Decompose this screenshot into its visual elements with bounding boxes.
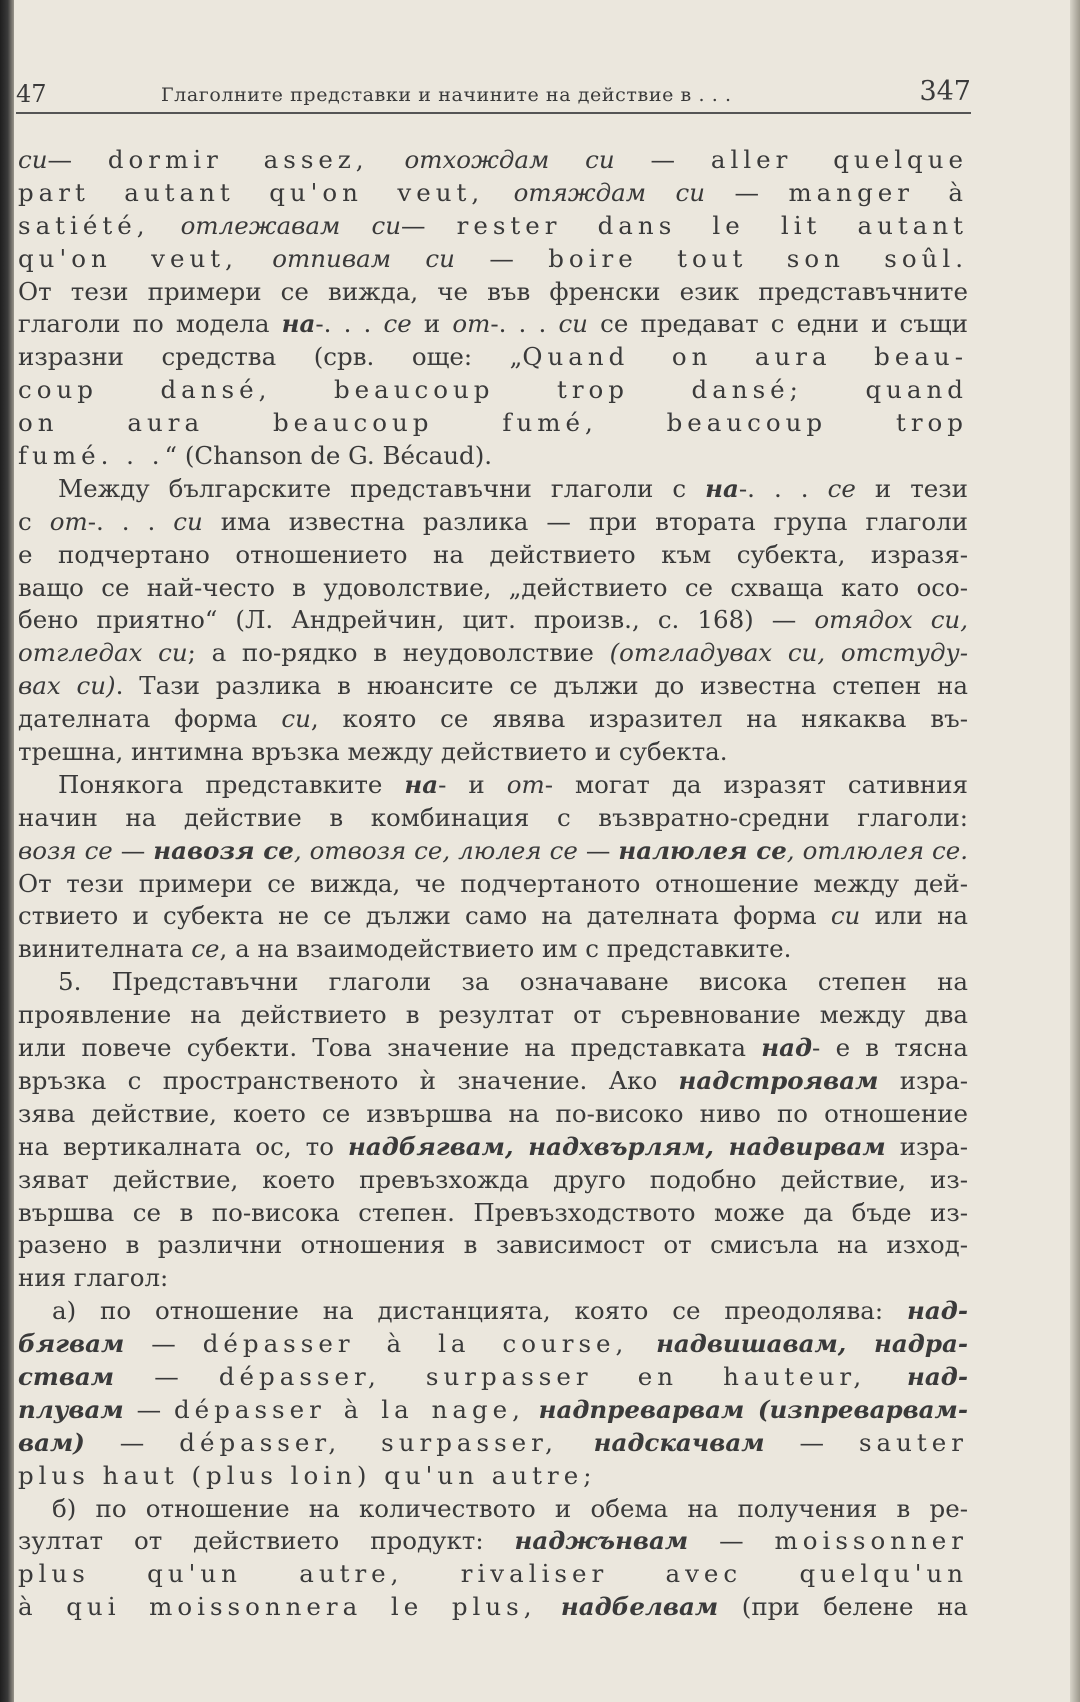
text-segment: вам): [18, 1427, 85, 1457]
text-line: [18, 1065, 968, 1098]
text-segment: изра-: [878, 1065, 968, 1095]
text-segment: надпреварвам (изпреварвам-: [524, 1394, 968, 1424]
text-segment: на: [281, 309, 316, 339]
text-segment: е подчертано отношението на действието към субекта, изразя-: [18, 539, 968, 569]
text-segment: вах си): [18, 671, 116, 701]
text-segment: “ (Chanson de G. Bécaud).: [164, 441, 493, 471]
text-line: [18, 1098, 968, 1131]
text-segment: от: [506, 769, 545, 799]
text-segment: От тези примери се вижда, че във френски език представъчните: [18, 276, 968, 306]
text-segment: отхождам си: [368, 145, 615, 174]
text-line: [18, 1460, 968, 1493]
text-line: [18, 1032, 968, 1065]
text-segment: - е в тясна: [812, 1033, 968, 1063]
text-segment: —: [114, 1361, 219, 1391]
text-segment: -. . .: [490, 309, 559, 339]
text-segment: на вертикалната ос, то: [18, 1131, 348, 1161]
text-segment: (при белене на: [718, 1592, 968, 1622]
text-segment: ващо се най-често в удоволствие, „действието се схваща като осо-: [18, 572, 968, 602]
text-segment: -. . .: [87, 506, 174, 536]
text-segment: ствам: [18, 1361, 115, 1391]
text-line: [18, 572, 968, 605]
text-line: [18, 703, 968, 736]
text-segment: от: [49, 506, 88, 536]
text-segment: бягвам: [18, 1329, 125, 1359]
text-line: [18, 1525, 968, 1558]
text-segment: глаголи по модела: [18, 309, 282, 339]
text-segment: —: [454, 243, 549, 273]
text-line: [18, 933, 968, 966]
text-segment: —: [577, 835, 619, 865]
text-segment: си: [558, 309, 588, 339]
text-segment: на: [404, 769, 439, 799]
text-line: [18, 769, 968, 802]
text-segment: dépasser, surpasser en hauteur,: [218, 1361, 867, 1391]
text-segment: —: [401, 210, 457, 240]
text-segment: - и: [438, 769, 507, 799]
text-segment: и: [411, 309, 453, 339]
text-segment: има известна разлика — при втората група глаголи: [202, 506, 968, 536]
text-segment: —: [123, 1394, 174, 1424]
text-segment: бено приятно“ (Л. Андрейчин, цит. произв., с. 168) —: [18, 605, 815, 635]
text-segment: и тези: [855, 473, 968, 503]
text-segment: dormir assez,: [107, 145, 369, 174]
text-segment: над-: [907, 1296, 968, 1326]
text-segment: - могат да изразят сативния: [544, 769, 968, 799]
text-segment: над: [761, 1033, 813, 1063]
text-segment: dépasser à la course,: [202, 1329, 629, 1359]
text-segment: се предават с едни и същи: [587, 309, 968, 339]
text-segment: дателната форма: [18, 704, 282, 734]
text-segment: или повече субекти. Това значение на представката: [18, 1033, 762, 1063]
text-segment: plus qu'un autre, rivaliser avec quelqu'un: [18, 1559, 968, 1589]
text-segment: надвишавам, надра-: [628, 1329, 968, 1359]
text-line: [18, 900, 968, 933]
text-segment: над-: [866, 1361, 968, 1391]
previous-page-ref: 47: [16, 80, 47, 108]
page-edge-shadow: [1070, 0, 1080, 1702]
text-line: [18, 1558, 968, 1591]
text-segment: part autant qu'on veut,: [18, 177, 485, 207]
page-number: 347: [919, 76, 971, 107]
text-segment: . Тази разлика в нюансите се дължи до известна степен на: [115, 671, 968, 701]
text-line: [18, 604, 968, 637]
text-segment: boire tout son soûl.: [548, 243, 968, 273]
text-segment: си: [173, 506, 203, 536]
text-segment: вършва се в по-висока степен. Превъзходството може да бъде из-: [18, 1197, 968, 1227]
text-line: [18, 835, 968, 868]
text-segment: fumé. . .: [18, 441, 165, 471]
text-line: [18, 1164, 968, 1197]
text-line: [18, 243, 968, 276]
text-segment: а) по отношение на дистанцията, която се преодолява:: [52, 1296, 908, 1326]
text-segment: надбелвам: [536, 1592, 719, 1622]
text-segment: плувам: [18, 1394, 124, 1424]
text-line: [18, 637, 968, 670]
text-line: [18, 1493, 968, 1526]
text-line: [18, 177, 968, 210]
text-segment: отядох си,: [814, 605, 968, 635]
text-line: [18, 308, 968, 341]
text-line: [18, 407, 968, 440]
text-segment: -. . .: [738, 473, 828, 503]
text-segment: зултат от действието продукт:: [18, 1526, 515, 1556]
running-title: Глаголните представки и начините на действие в . . .: [161, 84, 732, 106]
text-line: [18, 144, 968, 177]
text-line: [18, 473, 968, 506]
text-segment: —: [124, 1329, 203, 1359]
text-segment: aller quelque: [710, 145, 968, 174]
text-segment: coup dansé, beaucoup trop dansé; quand: [18, 375, 968, 405]
text-line: [18, 1131, 968, 1164]
text-segment: от: [452, 309, 491, 339]
text-line: [18, 1229, 968, 1262]
text-segment: on aura beaucoup fumé, beaucoup trop: [18, 408, 968, 438]
text-segment: —: [84, 1427, 180, 1457]
text-segment: отпивам си: [237, 243, 455, 273]
text-segment: dépasser à la nage,: [173, 1394, 525, 1424]
text-segment: си: [281, 704, 311, 734]
text-line: [18, 539, 968, 572]
text-segment: , отвозя се, люлея се: [293, 835, 578, 865]
text-line: [18, 966, 968, 999]
running-header: [16, 72, 971, 114]
text-segment: трешна, интимна връзка между действието и субекта.: [18, 737, 728, 767]
body-text: [18, 144, 968, 1624]
text-segment: се: [827, 473, 856, 503]
text-segment: , която се явява изразител на някаква въ-: [310, 704, 968, 734]
text-segment: начин на действие в комбинация с възвратно-средни глаголи:: [18, 802, 968, 832]
text-line: [18, 1591, 968, 1624]
text-line: [18, 440, 968, 473]
text-segment: rester dans le lit autant: [456, 210, 968, 240]
text-line: [18, 1262, 968, 1295]
text-segment: зяват действие, което превъзхожда друго подобно действие, из-: [18, 1164, 968, 1194]
text-segment: ствието и субекта не се дължи само на дателната форма: [18, 901, 831, 931]
text-line: [18, 1427, 968, 1460]
text-segment: връзка с пространственото ѝ значение. Ако: [18, 1065, 679, 1095]
text-segment: ния глагол:: [18, 1263, 169, 1293]
text-segment: dépasser, surpasser,: [179, 1427, 558, 1457]
text-line: [18, 1328, 968, 1361]
text-segment: Между българските представъчни глаголи с: [58, 473, 706, 503]
text-segment: зява действие, което се извършва на по-високо ниво по отношение: [18, 1098, 968, 1128]
text-segment: moissonner: [774, 1526, 968, 1556]
text-line: [18, 736, 968, 769]
text-segment: —: [705, 177, 789, 207]
text-line: [18, 276, 968, 309]
text-segment: си: [830, 901, 861, 931]
text-line: [18, 341, 968, 374]
text-line: [18, 1394, 968, 1427]
text-segment: , а на взаимодействието им с представките.: [219, 934, 792, 964]
text-segment: à qui moissonnera le plus,: [18, 1592, 537, 1622]
text-segment: изра-: [885, 1131, 968, 1161]
text-segment: налюлея се: [618, 835, 787, 865]
text-segment: возя се: [18, 835, 113, 865]
text-line: [18, 1361, 968, 1394]
text-segment: , отлюлея се.: [786, 835, 968, 865]
text-segment: проявление на действието в резултат от съревнование между два: [18, 1000, 968, 1030]
text-line: [18, 210, 968, 243]
text-segment: satiété,: [18, 210, 150, 240]
text-segment: —: [764, 1427, 859, 1457]
text-segment: отяждам си: [484, 177, 706, 207]
text-line: [18, 1295, 968, 1328]
text-segment: винителната: [18, 934, 192, 964]
text-segment: —: [112, 835, 154, 865]
text-segment: надстроявам: [678, 1065, 879, 1095]
text-segment: разено в различни отношения в зависимост от смисъла на изход-: [18, 1230, 968, 1260]
text-segment: ; а по-рядко в неудоволствие: [187, 638, 610, 668]
text-segment: Quand on aura beau-: [522, 342, 968, 372]
text-segment: —: [47, 145, 108, 174]
text-segment: б) по отношение на количеството и обема на получения в ре-: [52, 1493, 968, 1523]
text-segment: plus haut (plus loin) qu'un autre;: [18, 1460, 597, 1490]
text-segment: qu'on veut,: [18, 243, 238, 273]
text-line: [18, 506, 968, 539]
text-segment: на: [705, 473, 739, 503]
text-line: [18, 802, 968, 835]
text-segment: Понякога представките: [58, 769, 405, 799]
text-segment: си: [18, 145, 48, 174]
text-segment: навозя се: [153, 835, 294, 865]
text-segment: наджънвам: [514, 1526, 689, 1556]
text-segment: отлежавам си: [149, 210, 401, 240]
text-line: [18, 374, 968, 407]
text-segment: —: [614, 145, 711, 174]
text-segment: -. . .: [315, 309, 384, 339]
text-segment: —: [688, 1526, 775, 1556]
text-segment: sauter: [858, 1427, 968, 1457]
text-segment: 5. Представъчни глаголи за означаване висока степен на: [58, 967, 968, 997]
text-line: [18, 868, 968, 901]
text-segment: изразни средства (срв. още: „: [18, 342, 523, 372]
text-segment: (отгладувах си, отстуду-: [609, 638, 968, 668]
text-segment: или на: [860, 901, 968, 931]
text-segment: се: [191, 934, 220, 964]
book-spine-shadow: [0, 0, 14, 1702]
text-segment: надбягвам, надхвърлям, надвирвам: [347, 1131, 886, 1161]
text-line: [18, 670, 968, 703]
text-segment: с: [18, 506, 50, 536]
text-segment: manger à: [788, 177, 968, 207]
text-line: [18, 999, 968, 1032]
text-segment: отгледах си: [18, 638, 188, 668]
text-line: [18, 1197, 968, 1230]
text-segment: надскачвам: [557, 1427, 765, 1457]
text-segment: От тези примери се вижда, че подчертаното отношение между дей-: [18, 868, 968, 898]
text-segment: се: [383, 309, 412, 339]
